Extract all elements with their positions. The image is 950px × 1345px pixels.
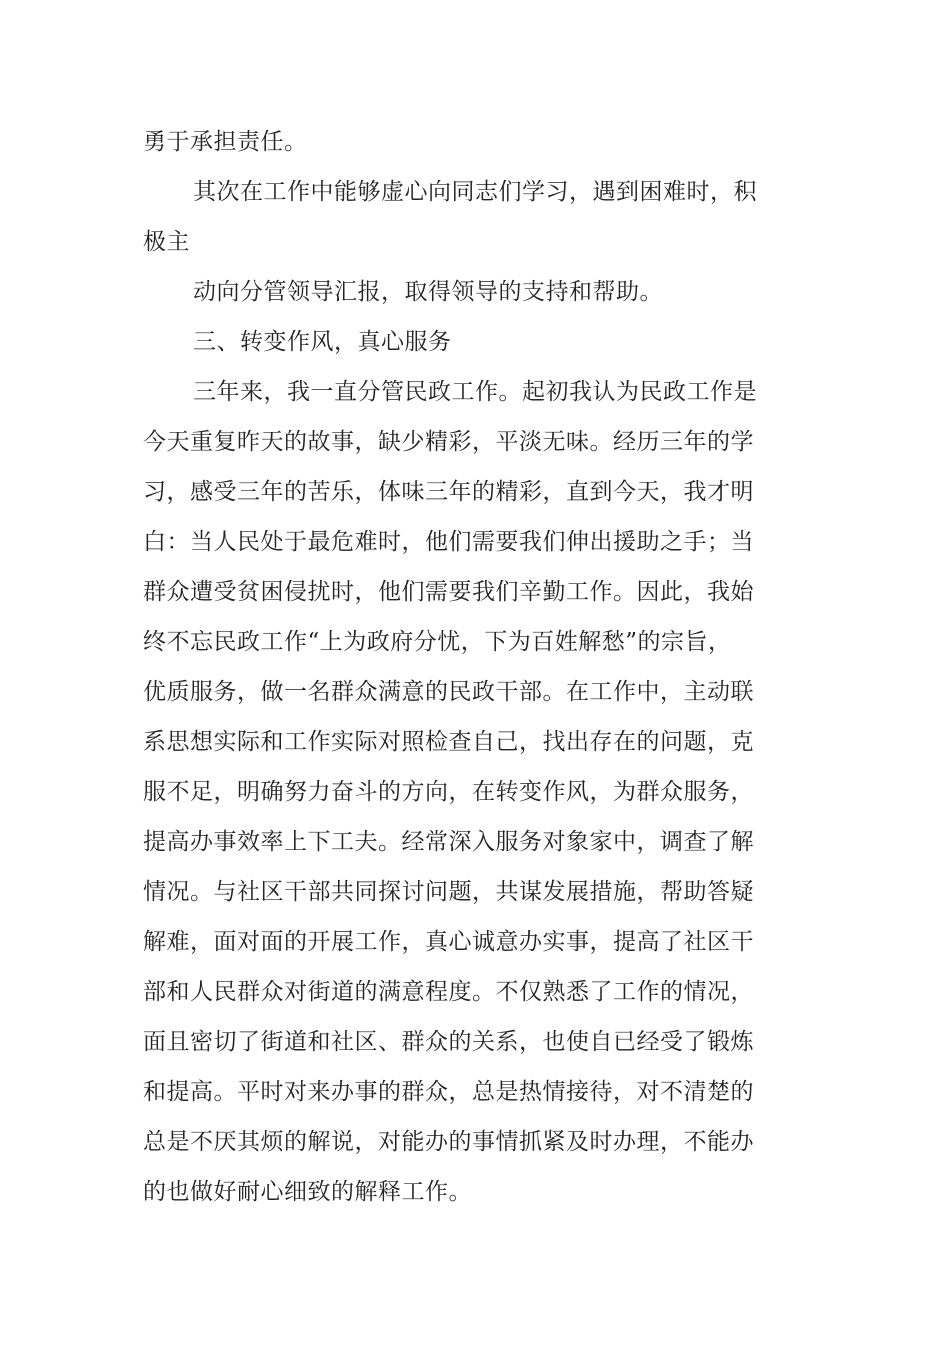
text-line: 群众遭受贫困侵扰时，他们需要我们辛勤工作。因此，我始 (143, 579, 754, 605)
text-line: 部和人民群众对街道的满意程度。不仅熟悉了工作的情况， (143, 979, 754, 1005)
text-line: 习，感受三年的苦乐，体味三年的精彩，直到今天，我才明 (143, 479, 754, 505)
text-line: 终不忘民政工作“上为政府分忧，下为百姓解愁”的宗旨， (143, 629, 732, 655)
text-line: 解难，面对面的开展工作，真心诚意办实事，提高了社区干 (143, 929, 754, 955)
text-line: 勇于承担责任。 (143, 129, 308, 155)
section-heading: 三、转变作风，真心服务 (193, 329, 452, 355)
text-line: 情况。与社区干部共同探讨问题，共谋发展措施，帮助答疑 (143, 879, 754, 905)
text-line: 白：当人民处于最危难时，他们需要我们伸出援助之手；当 (143, 529, 754, 555)
text-line: 今天重复昨天的故事，缺少精彩，平淡无味。经历三年的学 (143, 429, 754, 455)
text-line: 动向分管领导汇报，取得领导的支持和帮助。 (193, 279, 663, 305)
text-line: 极主 (143, 229, 190, 255)
text-line: 面且密切了街道和社区、群众的关系，也使自已经受了锻炼 (143, 1029, 754, 1055)
text-line: 和提高。平时对来办事的群众，总是热情接待，对不清楚的 (143, 1079, 754, 1105)
text-line: 总是不厌其烦的解说，对能办的事情抓紧及时办理，不能办 (143, 1129, 754, 1155)
text-line: 三年来，我一直分管民政工作。起初我认为民政工作是 (193, 379, 757, 405)
text-line: 系思想实际和工作实际对照检查自己，找出存在的问题，克 (143, 729, 754, 755)
text-line: 其次在工作中能够虚心向同志们学习，遇到困难时，积 (193, 179, 757, 205)
text-line: 优质服务，做一名群众满意的民政干部。在工作中，主动联 (143, 679, 754, 705)
text-line: 的也做好耐心细致的解释工作。 (143, 1179, 472, 1205)
text-line: 服不足，明确努力奋斗的方向，在转变作风，为群众服务， (143, 779, 754, 805)
text-line: 提高办事效率上下工夫。经常深入服务对象家中，调查了解 (143, 829, 754, 855)
